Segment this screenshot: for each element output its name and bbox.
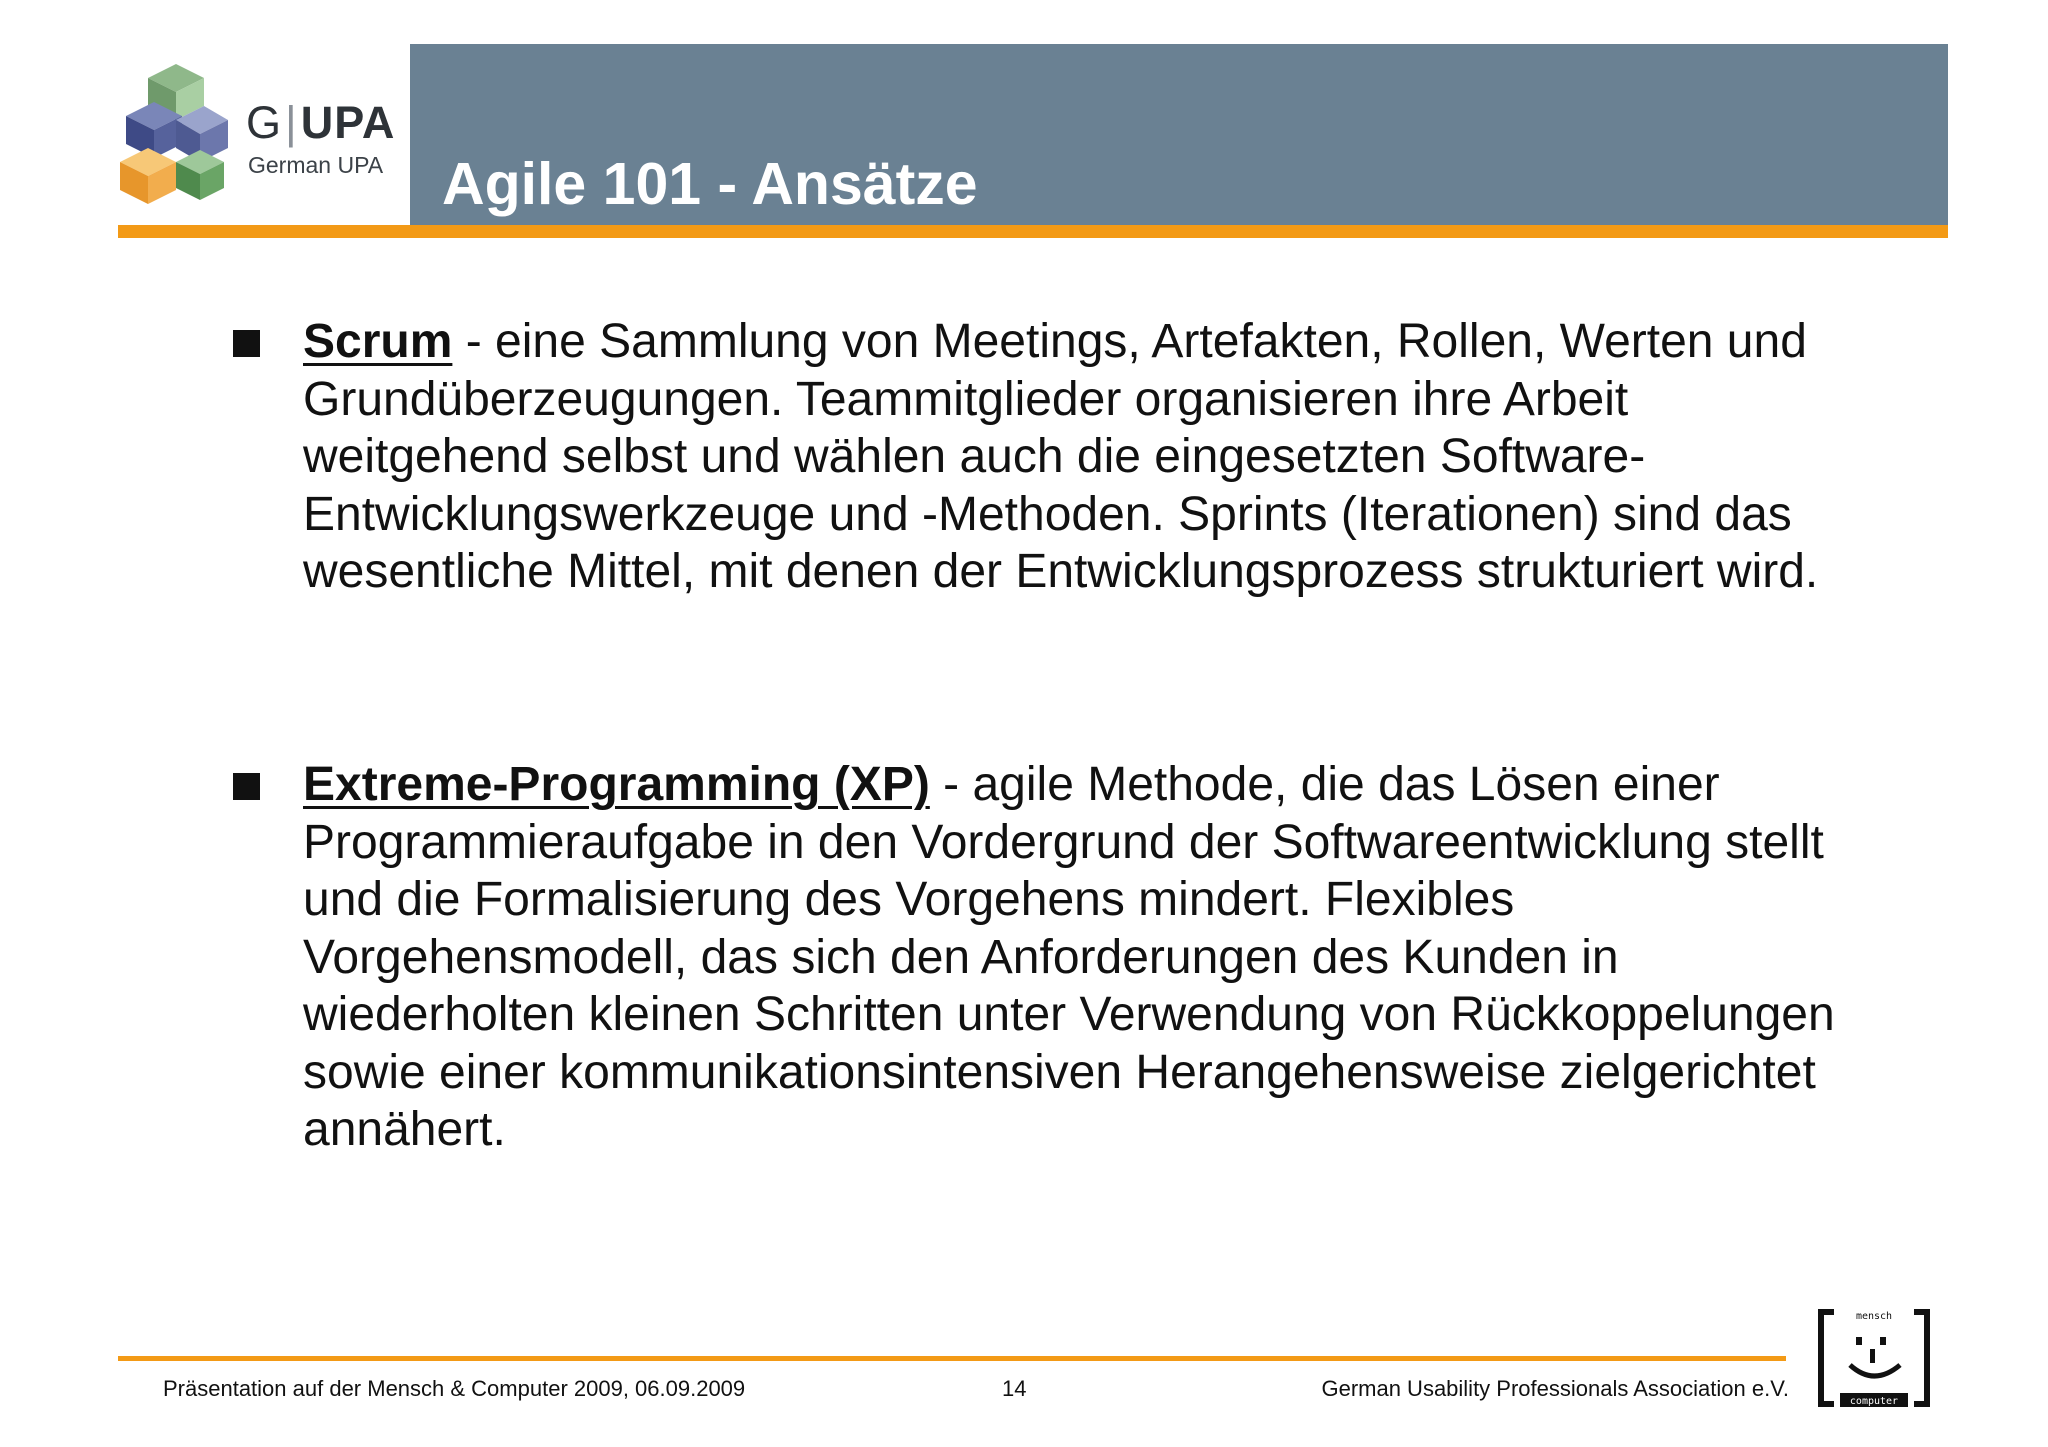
logo-wordmark-upa: UPA xyxy=(300,97,396,148)
bullet-square-icon xyxy=(233,773,260,800)
bullet-item-extreme-programming xyxy=(303,756,1863,1159)
logo-wordmark xyxy=(246,97,396,148)
gupa-cube-logo-icon xyxy=(118,58,230,208)
bullet-term: Extreme-Programming (XP) xyxy=(303,758,930,811)
footer-rule xyxy=(118,1356,1786,1361)
mensch-computer-logo-icon xyxy=(1814,1307,1934,1409)
mc-logo-top-text: mensch xyxy=(1855,1311,1893,1322)
page-number: 14 xyxy=(1002,1376,1027,1401)
bullet-square-icon xyxy=(233,330,260,357)
mc-logo-bottom-text: computer xyxy=(1849,1396,1899,1407)
title-underline-rule xyxy=(118,225,1948,238)
gupa-logo xyxy=(118,58,408,208)
logo-wordmark-separator: | xyxy=(285,97,298,148)
logo-wordmark-g: G xyxy=(246,97,283,148)
bullet-term: Scrum xyxy=(303,315,453,368)
slide-title: Agile 101 - Ansätze xyxy=(442,151,978,217)
bullet-description: - agile Methode, die das Lösen einer Programmieraufgabe in den Vordergrund der Softwareentwicklung stellt und die Formalisierung des Vorgehens mindert. Flexibles Vorgehensmodell, das sich den Anforderungen des Kunden in wiederholten kleinen Schritten unter Verwendung von Rückkoppelungen sowie einer kommunikationsintensiven Herangehensweise zielgerichtet annähert. xyxy=(303,758,1835,1156)
bullet-description: - eine Sammlung von Meetings, Artefakten, Rollen, Werten und Grundüberzeugungen. Teammitglieder organisieren ihre Arbeit weitgehend selbst und wählen auch die eingesetzten Software-Entwicklungswerkzeuge und -Methoden. Sprints (Iterationen) sind das wesentliche Mittel, mit denen der Entwicklungsprozess strukturiert wird. xyxy=(303,315,1819,598)
logo-subtitle: German UPA xyxy=(248,152,384,178)
footer-organization: German Usability Professionals Association e.V. xyxy=(1321,1376,1789,1401)
bullet-item-scrum xyxy=(303,313,1863,601)
footer-presentation-info: Präsentation auf der Mensch & Computer 2009, 06.09.2009 xyxy=(163,1376,746,1401)
